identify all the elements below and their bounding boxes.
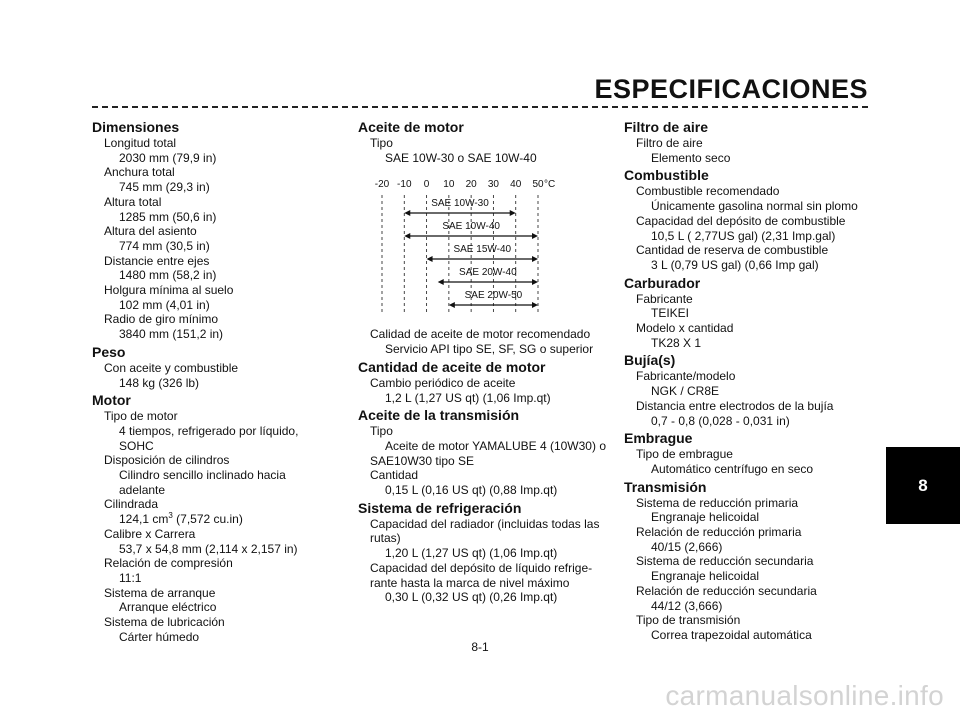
section-heading-aceite-transmision: Aceite de la transmisión [358,407,520,424]
watermark: carmanualsonline.info [665,680,944,711]
cilindrada-imperial: (7,572 cu.in) [172,512,243,527]
spec-value: TK28 X 1 [651,335,702,350]
spec-label: Combustible recomendado [636,184,780,199]
oil-range-arrow-left [404,210,410,216]
section-heading-filtro-aire: Filtro de aire [624,119,709,135]
cubic-superscript: 3 [168,511,173,521]
spec-label: Capacidad del radiador (incluidas todas las [370,516,600,531]
spec-label: Disposición de cilindros [104,453,230,468]
spec-label: Altura total [104,194,162,209]
temperature-tick-label: 20 [465,179,477,191]
temperature-tick-label: 0 [423,179,430,191]
spec-label: Altura del asiento [104,224,197,239]
spec-value: 0,30 L (0,32 US qt) (0,26 Imp.qt) [385,590,558,605]
temperature-tick-label: -20 [374,179,390,191]
page-number: 8-1 [471,640,489,654]
oil-range-label: SAE 20W-40 [459,267,517,279]
spec-value: 0,7 - 0,8 (0,028 - 0,031 in) [651,413,790,428]
spec-label-continued: rutas) [370,531,401,546]
spec-value: NGK / CR8E [651,384,720,399]
spec-label: Con aceite y combustible [104,360,239,375]
spec-label: Filtro de aire [636,136,703,150]
oil-range-label: SAE 10W-40 [442,221,500,233]
section-heading-dimensiones: Dimensiones [92,119,180,135]
spec-value: 148 kg (326 lb) [119,375,200,390]
spec-label: Calibre x Carrera [104,526,196,541]
header-divider [92,106,868,108]
spec-value: Cárter húmedo [119,629,200,644]
oil-range-arrow-right [532,302,538,308]
section-heading-motor: Motor [92,392,131,409]
spec-value: 3 L (0,79 US gal) (0,66 Imp gal) [651,257,819,272]
spec-label: Calidad de aceite de motor recomendado [370,327,591,342]
spec-value: 44/12 (3,666) [651,598,723,613]
spec-value-continued: SAE10W30 tipo SE [370,453,475,468]
spec-value-cilindrada [92,512,332,527]
column-2 [358,118,606,605]
spec-value: Servicio API tipo SE, SF, SG o superior [385,342,594,357]
oil-range-label: SAE 15W-40 [453,244,512,256]
chapter-tab: 8 [886,447,960,524]
page-title: ESPECIFICACIONES [594,74,868,104]
spec-label: Radio de giro mínimo [104,312,219,327]
temperature-tick-label: 30 [487,179,499,191]
spec-label: Distancie entre ejes [104,253,210,268]
spec-label: Tipo de motor [104,409,178,424]
spec-label: Tipo de embrague [636,447,733,462]
oil-range-arrow-right [532,256,538,262]
spec-label: Sistema de reducción primaria [636,495,799,510]
spec-value: 1285 mm (50,6 in) [119,209,217,224]
spec-value: 53,7 x 54,8 mm (2,114 x 2,157 in) [119,541,298,556]
section-heading-bujia: Bujía(s) [624,352,676,369]
oil-range-arrow-left [438,279,444,285]
section-heading-carburador: Carburador [624,274,701,291]
spec-value: SAE 10W-30 o SAE 10W-40 [385,150,537,165]
oil-range-arrow-right [510,210,516,216]
spec-value: 3840 mm (151,2 in) [119,327,224,342]
oil-range-arrow-left [427,256,433,262]
spec-label: Modelo x cantidad [636,321,734,336]
spec-value: 10,5 L ( 2,77US gal) (2,31 Imp.gal) [651,228,836,243]
spec-value: 0,15 L (0,16 US qt) (0,88 Imp.qt) [385,483,558,498]
section-heading-cantidad-aceite: Cantidad de aceite de motor [358,358,546,375]
spec-label: Fabricante/modelo [636,369,736,384]
spec-value: 40/15 (2,666) [651,539,723,554]
oil-range-label: SAE 10W-30 [431,198,489,210]
spec-value: 1480 mm (58,2 in) [119,268,217,283]
spec-value: Cilindro sencillo inclinado hacia adelante [119,468,286,497]
spec-value: 102 mm (4,01 in) [119,297,210,312]
spec-value: 774 mm (30,5 in) [119,238,210,253]
spec-label: Cantidad de reserva de combustible [636,243,829,258]
spec-label: Cantidad [370,468,419,483]
spec-label: Tipo [370,424,393,439]
spec-label: Fabricante [636,291,693,306]
section-heading-aceite-motor: Aceite de motor [358,119,464,135]
temperature-unit-label: °C [544,179,556,191]
section-heading-combustible: Combustible [624,167,709,184]
spec-label: Tipo [370,136,393,150]
section-heading-transmision: Transmisión [624,478,707,495]
spec-label: Relación de reducción secundaria [636,583,817,598]
spec-label: Cilindrada [104,497,159,512]
spec-value: 4 tiempos, refrigerado por líquido, SOHC [119,423,299,453]
section-heading-embrague: Embrague [624,430,693,447]
spec-value: TEIKEI [651,306,690,321]
spec-value: Arranque eléctrico [119,600,217,615]
spec-value: Engranaje helicoidal [651,569,760,584]
spec-label: Sistema de arranque [104,585,216,600]
spec-label-continued: rante hasta la marca de nivel máximo [370,575,570,590]
spec-value: Aceite de motor YAMALUBE 4 (10W30) o [385,438,606,453]
spec-value: Únicamente gasolina normal sin plomo [651,199,858,214]
spec-label: Sistema de lubricación [104,615,225,630]
spec-label: Sistema de reducción secundaria [636,554,814,569]
oil-range-arrow-left [449,302,455,308]
spec-value: Automático centrífugo en seco [651,461,814,476]
temperature-tick-label: 50 [532,179,544,191]
oil-range-label: SAE 20W-50 [464,290,523,302]
temperature-tick-label: 40 [510,179,522,191]
column-1 [92,118,332,645]
cilindrada-number: 124,1 cm [119,512,169,527]
spec-value: 745 mm (29,3 in) [119,180,210,195]
spec-value: Elemento seco [651,150,731,165]
spec-label: Tipo de transmisión [636,613,741,628]
oil-range-arrow-right [532,279,538,285]
oil-range-arrow-right [532,233,538,239]
section-heading-refrigeracion: Sistema de refrigeración [358,499,522,516]
spec-value: Correa trapezoidal automática [651,627,812,642]
spec-value: 1,20 L (1,27 US qt) (1,06 Imp.qt) [385,546,558,561]
oil-viscosity-chart [360,169,590,317]
spec-label: Distancia entre electrodos de la bujía [636,398,834,413]
section-heading-peso: Peso [92,343,126,360]
spec-value: 1,2 L (1,27 US qt) (1,06 Imp.qt) [385,390,551,405]
spec-label: Capacidad del depósito de líquido refrige- [370,560,593,575]
spec-label: Cambio periódico de aceite [370,375,516,390]
oil-viscosity-chart-svg [360,169,590,317]
spec-value: 2030 mm (79,9 in) [119,150,217,165]
spec-label: Holgura mínima al suelo [104,283,234,298]
spec-label: Relación de reducción primaria [636,525,802,540]
spec-label: Capacidad del depósito de combustible [636,213,846,228]
oil-range-arrow-left [404,233,410,239]
spec-label: Anchura total [104,165,175,180]
temperature-tick-label: 10 [443,179,455,191]
column-3 [624,118,874,643]
spec-value: 11:1 [119,570,142,585]
spec-label: Relación de compresión [104,556,233,571]
spec-value: Engranaje helicoidal [651,510,760,525]
temperature-tick-label: -10 [397,179,412,191]
spec-label: Longitud total [104,136,177,150]
